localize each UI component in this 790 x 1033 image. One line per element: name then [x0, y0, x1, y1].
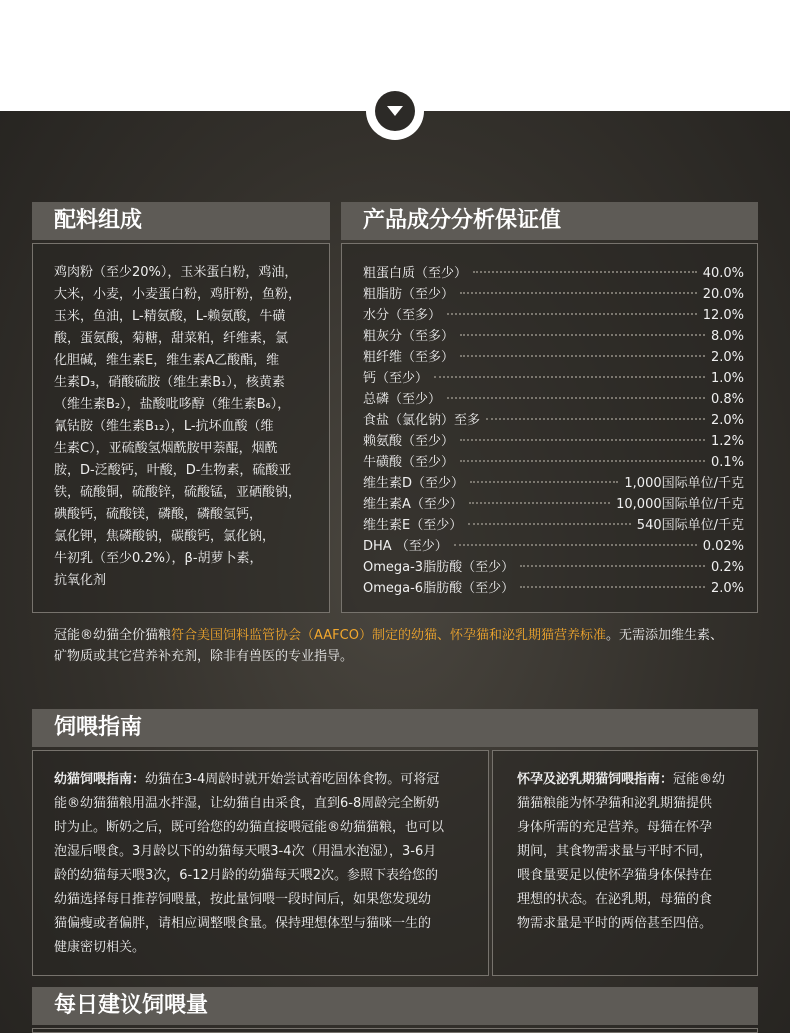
pregnant-line: 期间，其食物需求量与平时不同， [517, 844, 713, 859]
ingredients-line: 生素D₃，硝酸硫胺（维生素B₁），核黄素 [54, 375, 285, 390]
dot-leader [460, 439, 705, 441]
note-line2: 矿物质或其它营养补充剂，除非有兽医的专业指导。 [54, 649, 354, 664]
aafco-note [54, 625, 754, 667]
analysis-row [363, 325, 744, 346]
daily-header [32, 987, 758, 1025]
analysis-row [363, 367, 744, 388]
ingredients-line: （维生素B₂），盐酸吡哆醇（维生素B₆）， [54, 397, 291, 412]
analysis-value: 540国际单位/千克 [636, 518, 744, 533]
analysis-value: 1,000国际单位/千克 [624, 476, 744, 491]
dot-leader [468, 523, 631, 525]
pregnant-guide-title: 怀孕及泌乳期猫饲喂指南： [517, 772, 674, 787]
analysis-label: 维生素D（至少） [363, 476, 465, 491]
kitten-line: 时为止。断奶之后，既可给您的幼猫直接喂冠能®幼猫猫粮，也可以 [54, 820, 445, 835]
analysis-row [363, 409, 744, 430]
ingredients-line: 大米，小麦，小麦蛋白粉，鸡肝粉，鱼粉， [54, 287, 302, 302]
analysis-value: 2.0% [710, 581, 744, 596]
analysis-row [363, 472, 744, 493]
analysis-row [363, 577, 744, 598]
feeding-title: 饲喂指南 [54, 715, 143, 740]
daily-title: 每日建议饲喂量 [54, 993, 209, 1018]
analysis-row [363, 451, 744, 472]
analysis-label: 食盐（氯化钠）至多 [363, 413, 481, 428]
dot-leader [454, 544, 697, 546]
analysis-value: 0.2% [710, 560, 744, 575]
dot-leader [434, 376, 705, 378]
dot-leader [460, 460, 705, 462]
note-suffix: 。无需添加维生素、 [605, 628, 723, 643]
analysis-row [363, 430, 744, 451]
daily-panel [32, 1028, 758, 1033]
analysis-value: 20.0% [702, 287, 744, 302]
dot-leader [520, 565, 705, 567]
dot-leader [473, 271, 697, 273]
analysis-label: 赖氨酸（至少） [363, 434, 455, 449]
kitten-line: 健康密切相关。 [54, 940, 146, 955]
note-highlight: 符合美国饲料监管协会（AAFCO）制定的幼猫、怀孕猫和泌乳期猫营养标准 [171, 628, 606, 643]
kitten-guide-text [54, 768, 484, 960]
ingredients-line: 氰钴胺（维生素B₁₂），L-抗坏血酸（维 [54, 419, 274, 434]
analysis-value: 1.2% [710, 434, 744, 449]
ingredients-text [54, 262, 316, 592]
analysis-label: 维生素E（至少） [363, 518, 463, 533]
ingredients-line: 玉米，鱼油，L-精氨酸，L-赖氨酸，牛磺 [54, 309, 286, 324]
analysis-row [363, 346, 744, 367]
ingredients-line: 胺，D-泛酸钙，叶酸，D-生物素，硫酸亚 [54, 463, 292, 478]
kitten-line: 幼猫选择每日推荐饲喂量，按此量饲喂一段时间后，如果您发现幼 [54, 892, 432, 907]
analysis-label: DHA （至少） [363, 539, 448, 554]
pregnant-line: 物需求量是平时的两倍甚至四倍。 [517, 916, 713, 931]
analysis-label: Omega-6脂肪酸（至少） [363, 581, 515, 596]
analysis-row [363, 304, 744, 325]
analysis-row [363, 535, 744, 556]
analysis-label: 粗脂肪（至少） [363, 287, 455, 302]
kitten-line: 泡湿后喂食。3月龄以下的幼猫每天喂3-4次（用温水泡湿），3-6月 [54, 844, 437, 859]
ingredients-title: 配料组成 [54, 208, 143, 233]
dot-leader [486, 418, 705, 420]
ingredients-line: 鸡肉粉（至少20%），玉米蛋白粉，鸡油， [54, 265, 298, 280]
pregnant-line: 喂食量要足以使怀孕猫身体保持在 [517, 868, 713, 883]
analysis-label: 粗蛋白质（至少） [363, 266, 468, 281]
ingredients-line: 碘酸钙，硫酸镁，磷酸，磷酸氢钙， [54, 507, 263, 522]
analysis-value: 12.0% [702, 308, 744, 323]
dot-leader [460, 355, 705, 357]
dot-leader [460, 334, 705, 336]
ingredients-line: 牛初乳（至少0.2%），β-胡萝卜素， [54, 551, 263, 566]
pregnant-line: 冠能®幼 [673, 772, 726, 787]
ingredients-line: 抗氧化剂 [54, 573, 107, 588]
analysis-title: 产品成分分析保证值 [363, 208, 562, 233]
dot-leader [470, 481, 618, 483]
analysis-label: 粗纤维（至多） [363, 350, 455, 365]
feeding-header [32, 709, 758, 747]
badge-inner-circle [375, 91, 415, 131]
analysis-label: 水分（至多） [363, 308, 442, 323]
dot-leader [469, 502, 610, 504]
analysis-row [363, 556, 744, 577]
kitten-line: 猫偏瘦或者偏胖，请相应调整喂食量。保持理想体型与猫咪一生的 [54, 916, 432, 931]
ingredients-line: 酸，蛋氨酸，菊糖，甜菜粕，纤维素，氯 [54, 331, 289, 346]
dot-leader [520, 586, 705, 588]
pregnant-line: 猫猫粮能为怀孕猫和泌乳期猫提供 [517, 796, 713, 811]
ingredients-header [32, 202, 330, 240]
analysis-label: 钙（至少） [363, 371, 429, 386]
kitten-line: 龄的幼猫每天喂3次，6-12月龄的幼猫每天喂2次。参照下表给您的 [54, 868, 439, 883]
analysis-value: 0.02% [702, 539, 744, 554]
pregnant-line: 身体所需的充足营养。母猫在怀孕 [517, 820, 713, 835]
analysis-label: 维生素A（至少） [363, 497, 463, 512]
analysis-row [363, 514, 744, 535]
ingredients-line: 氯化钾，焦磷酸钠，碳酸钙，氯化钠， [54, 529, 276, 544]
ingredients-line: 化胆碱，维生素E，维生素A乙酸酯，维 [54, 353, 280, 368]
analysis-row [363, 493, 744, 514]
pregnant-guide-text [517, 768, 753, 936]
analysis-list [363, 262, 744, 598]
note-prefix: 冠能®幼猫全价猫粮 [54, 628, 172, 643]
dot-leader [447, 313, 697, 315]
analysis-label: 粗灰分（至多） [363, 329, 455, 344]
analysis-value: 2.0% [710, 350, 744, 365]
analysis-label: Omega-3脂肪酸（至少） [363, 560, 515, 575]
dot-leader [447, 397, 705, 399]
kitten-guide-title: 幼猫饲喂指南： [54, 772, 146, 787]
analysis-label: 总磷（至少） [363, 392, 442, 407]
analysis-value: 40.0% [702, 266, 744, 281]
kitten-line: 能®幼猫猫粮用温水拌湿，让幼猫自由采食，直到6-8周龄完全断奶 [54, 796, 440, 811]
ingredients-line: 生素C），亚硫酸氢烟酰胺甲萘醌，烟酰 [54, 441, 278, 456]
pregnant-line: 理想的状态。在泌乳期，母猫的食 [517, 892, 713, 907]
analysis-value: 1.0% [710, 371, 744, 386]
scroll-down-badge[interactable] [366, 82, 424, 140]
analysis-label: 牛磺酸（至少） [363, 455, 455, 470]
dot-leader [460, 292, 697, 294]
analysis-row [363, 262, 744, 283]
analysis-value: 2.0% [710, 413, 744, 428]
analysis-header [341, 202, 758, 240]
analysis-row [363, 388, 744, 409]
ingredients-line: 铁，硫酸铜，硫酸锌，硫酸锰，亚硒酸钠， [54, 485, 302, 500]
analysis-value: 0.1% [710, 455, 744, 470]
chevron-down-icon [387, 105, 403, 117]
analysis-value: 0.8% [710, 392, 744, 407]
analysis-value: 8.0% [710, 329, 744, 344]
kitten-line: 幼猫在3-4周龄时就开始尝试着吃固体食物。可将冠 [145, 772, 440, 787]
analysis-value: 10,000国际单位/千克 [616, 497, 744, 512]
analysis-row [363, 283, 744, 304]
